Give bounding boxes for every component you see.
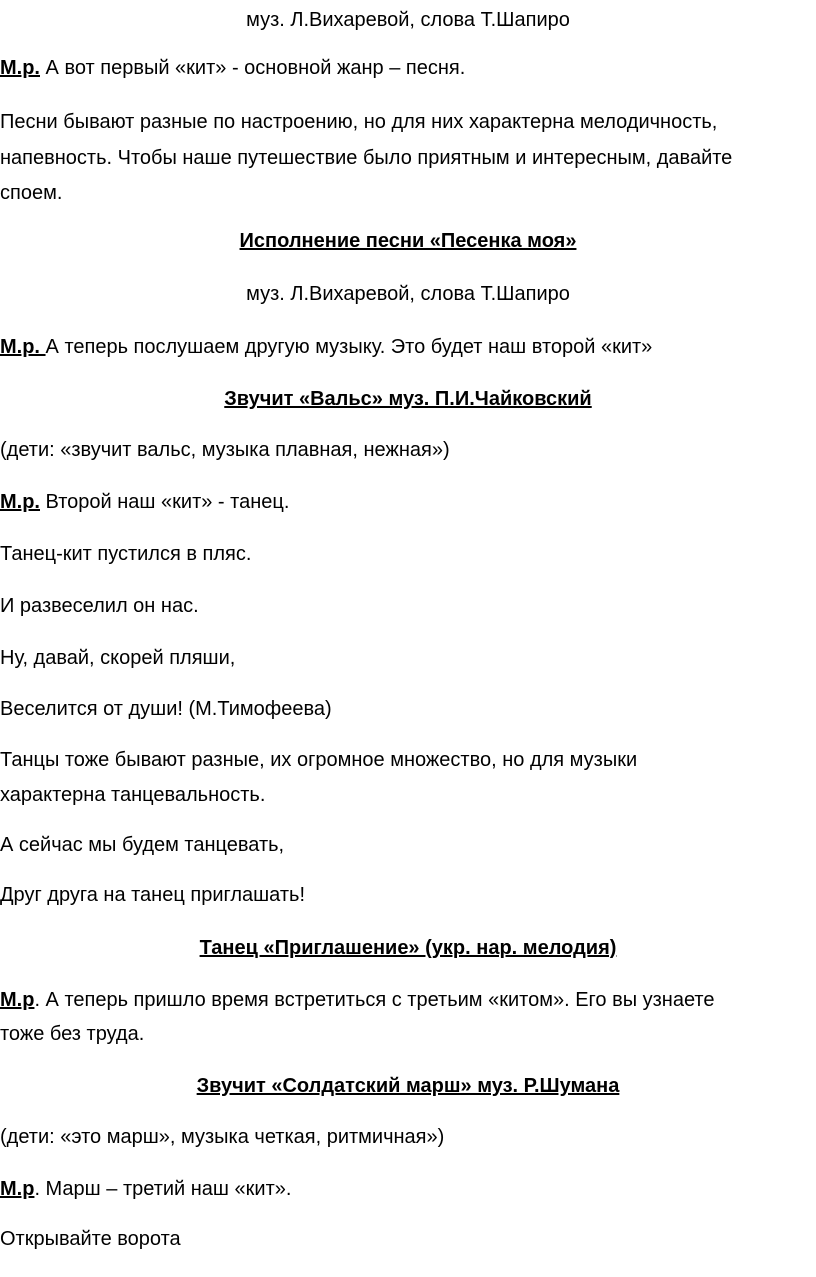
- paragraph-text: . А теперь пришло время встретиться с третьим «китом». Его вы узнаете: [34, 989, 715, 1011]
- composer-credit-top: муз. Л.Вихаревой, слова Т.Шапиро: [246, 9, 570, 31]
- speaker-label: М.р.: [0, 491, 40, 513]
- paragraph-third-whale-line-1: [0, 982, 715, 1018]
- heading-song-performance: Исполнение песни «Песенка моя»: [239, 230, 577, 252]
- paragraph-text: . Марш – третий наш «кит».: [34, 1178, 292, 1200]
- speaker-label: М.р.: [0, 336, 46, 358]
- paragraph-text: А вот первый «кит» - основной жанр – песня.: [40, 57, 466, 79]
- speaker-label: М.р: [0, 1178, 35, 1200]
- paragraph-dances-line-2: характерна танцевальность.: [0, 784, 266, 806]
- paragraph-dances-line-1: Танцы тоже бывают разные, их огромное множество, но для музыки: [0, 749, 638, 771]
- paragraph-song-line-2: напевность. Чтобы наше путешествие было приятным и интересным, давайте: [0, 147, 733, 169]
- paragraph-text: А теперь послушаем другую музыку. Это будет наш второй «кит»: [45, 336, 653, 358]
- speaker-label: М.р.: [0, 57, 40, 79]
- poem-line: Веселится от души! (М.Тимофеева): [0, 698, 332, 720]
- heading-soldier-march: Звучит «Солдатский марш» муз. Р.Шумана: [196, 1075, 620, 1097]
- paragraph-intro-song: [0, 50, 465, 86]
- poem-line: Ну, давай, скорей пляши,: [0, 647, 236, 669]
- speaker-label: М.р: [0, 989, 35, 1011]
- poem-line: А сейчас мы будем танцевать,: [0, 834, 285, 856]
- heading-waltz: Звучит «Вальс» муз. П.И.Чайковский: [224, 388, 592, 410]
- poem-line: Друг друга на танец приглашать!: [0, 884, 305, 906]
- paragraph-song-line-1: Песни бывают разные по настроению, но для них характерна мелодичность,: [0, 111, 718, 133]
- paragraph-second-music: [0, 329, 652, 365]
- children-response-march: (дети: «это марш», музыка четкая, ритмичная»): [0, 1126, 445, 1148]
- paragraph-march: [0, 1171, 291, 1207]
- paragraph-text: Второй наш «кит» - танец.: [40, 491, 290, 513]
- children-response-waltz: (дети: «звучит вальс, музыка плавная, нежная»): [0, 439, 450, 461]
- paragraph-third-whale-line-2: тоже без труда.: [0, 1023, 145, 1045]
- poem-line: И развеселил он нас.: [0, 595, 199, 617]
- heading-dance-invitation: Танец «Приглашение» (укр. нар. мелодия): [199, 937, 617, 959]
- poem-line-last: Открывайте ворота: [0, 1228, 181, 1250]
- poem-line: Танец-кит пустился в пляс.: [0, 543, 252, 565]
- paragraph-dance-intro: [0, 484, 289, 520]
- composer-credit: муз. Л.Вихаревой, слова Т.Шапиро: [246, 283, 570, 305]
- paragraph-song-line-3: споем.: [0, 182, 63, 204]
